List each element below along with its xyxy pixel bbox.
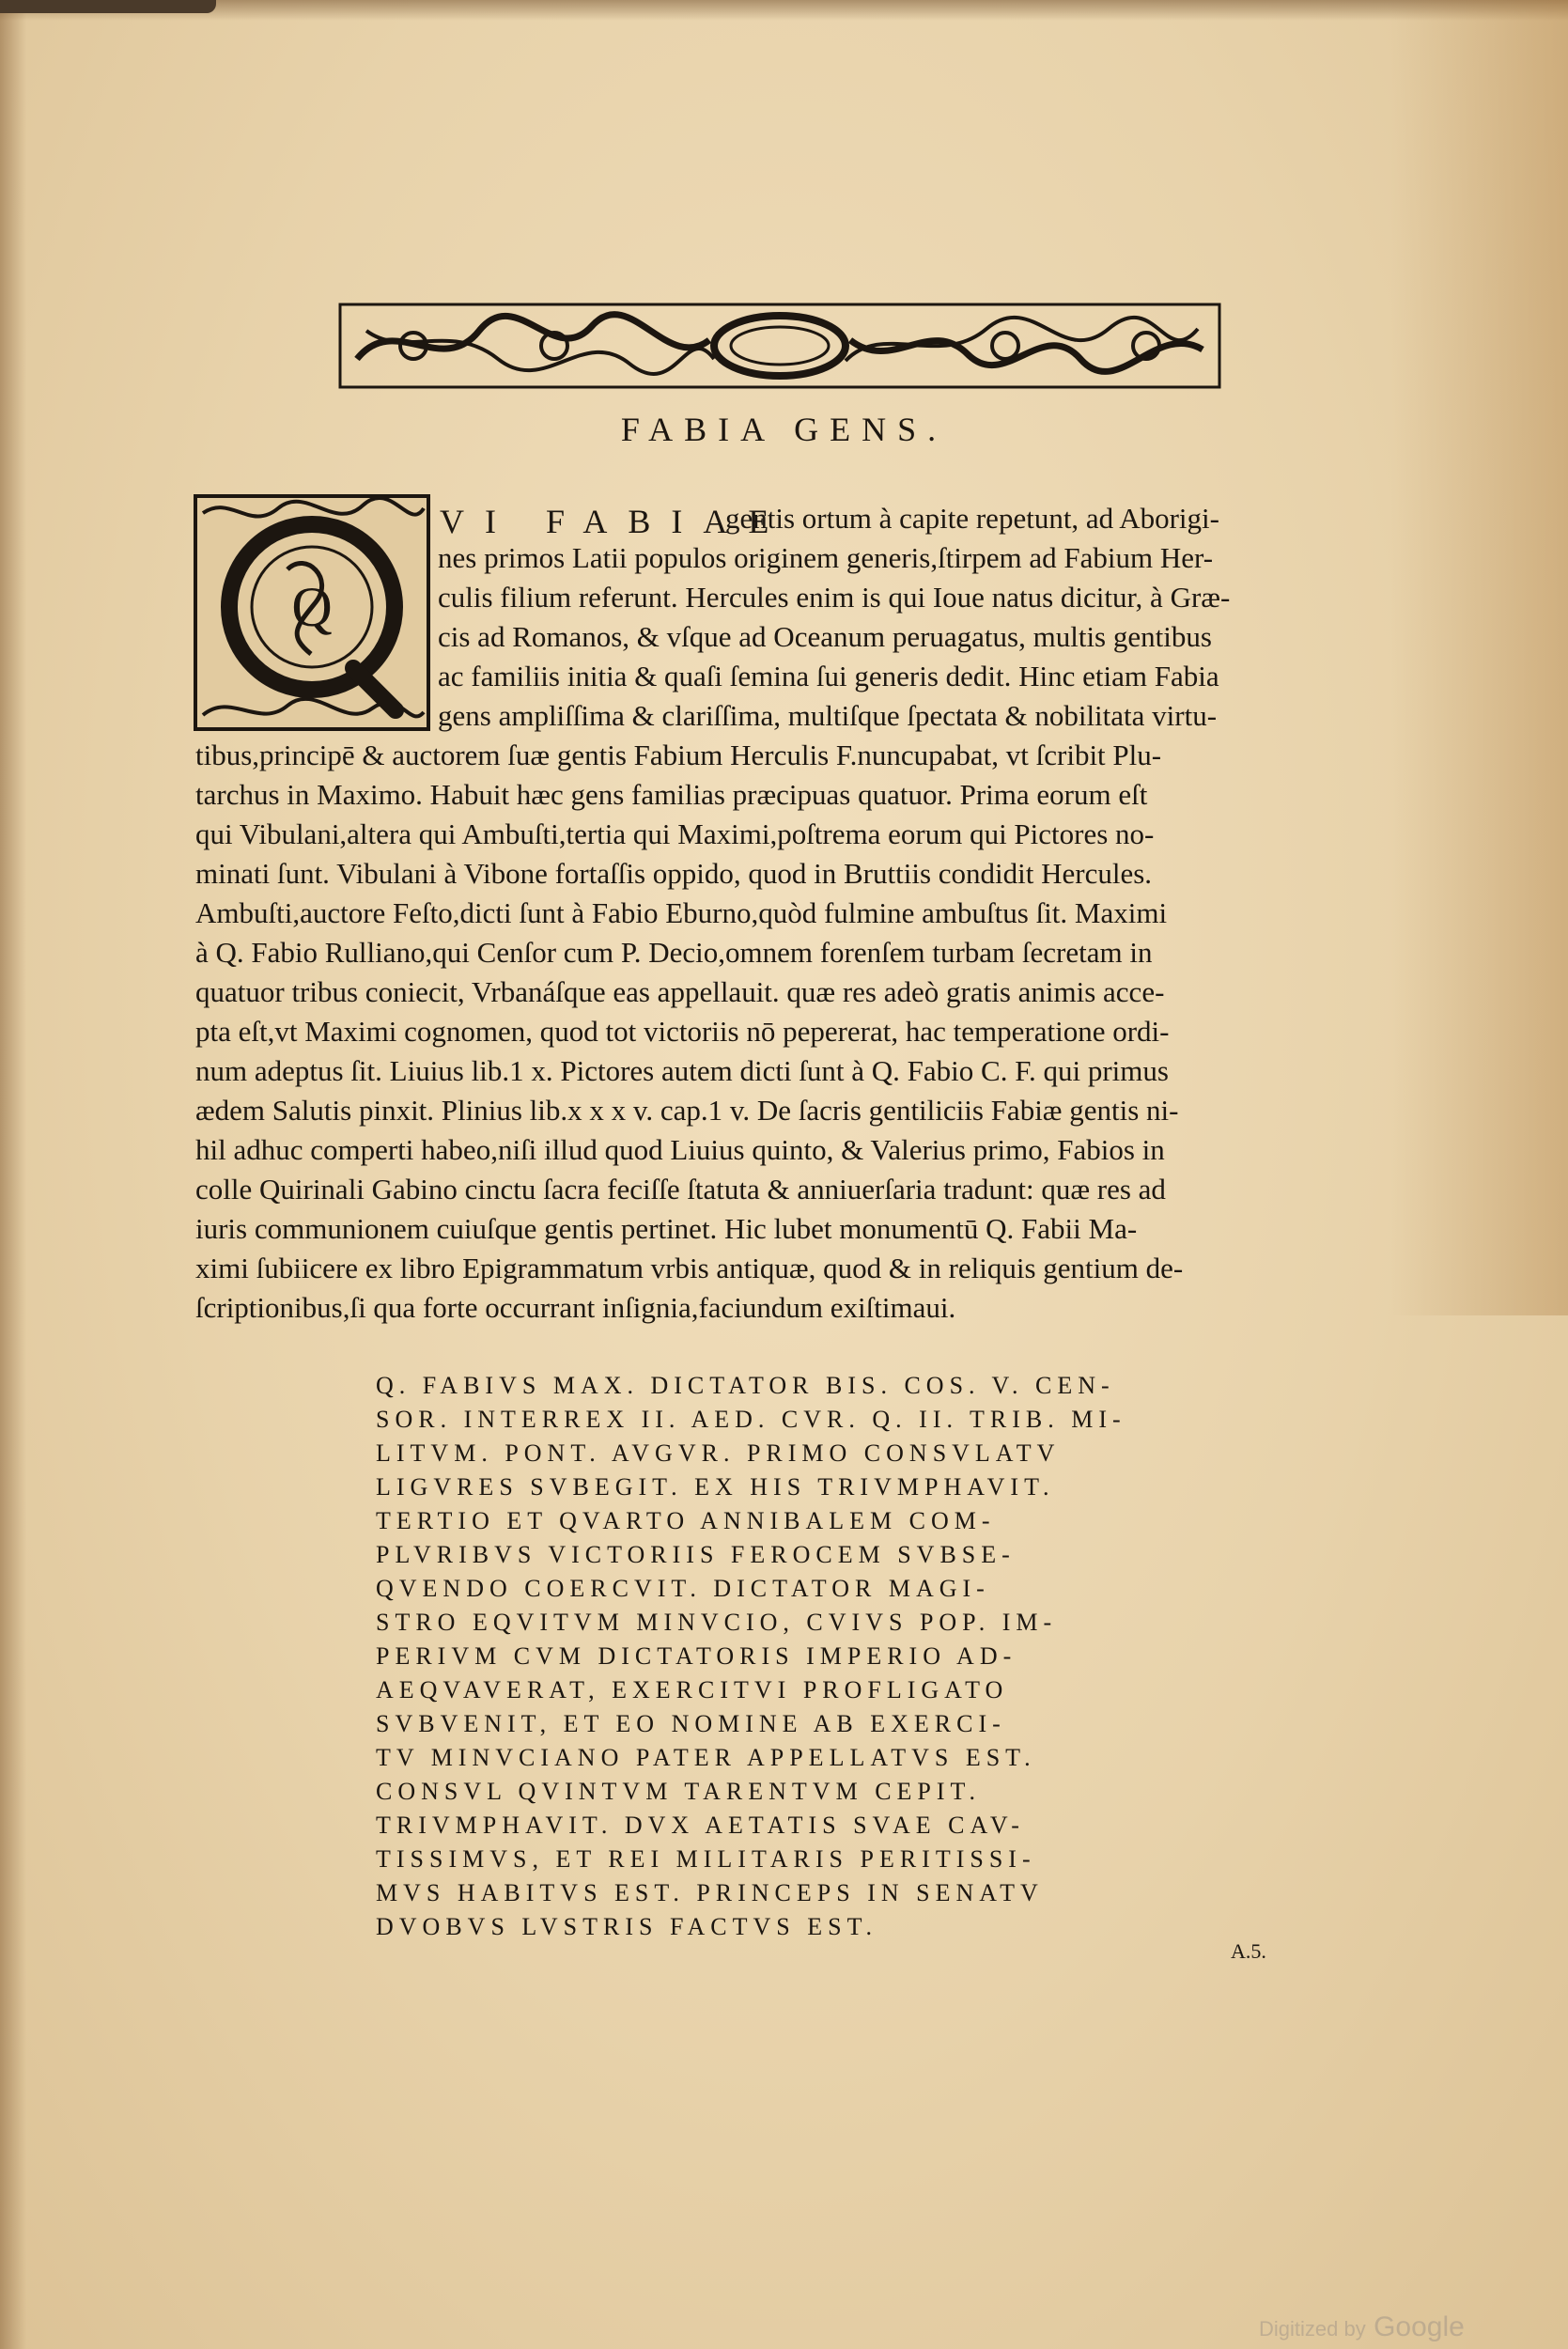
initial-letter: Q bbox=[291, 576, 333, 638]
text-line: ac familiis initia & quaſi ſemina ſui generis dedit. Hinc etiam Fabia bbox=[438, 660, 1219, 692]
page-top-shadow bbox=[0, 0, 1568, 21]
inscription-line: MVS HABITVS EST. PRINCEPS IN SENATV bbox=[376, 1879, 1044, 1906]
inscription-line: LITVM. PONT. AVGVR. PRIMO CONSVLATV bbox=[376, 1439, 1061, 1467]
inscription-line: AEQVAVERAT, EXERCITVI PROFLIGATO bbox=[376, 1676, 1009, 1703]
text-line: ximi ſubiicere ex libro Epigrammatum vrbis antiquæ, quod & in reliquis gentium de- bbox=[195, 1252, 1184, 1284]
signature-mark: A.5. bbox=[1231, 1939, 1266, 1963]
inscription-line: QVENDO COERCVIT. DICTATOR MAGI- bbox=[376, 1575, 990, 1602]
watermark-brand: Google bbox=[1374, 2311, 1465, 2342]
inscription-line: PERIVM CVM DICTATORIS IMPERIO AD- bbox=[376, 1642, 1017, 1670]
paper-stain bbox=[1390, 0, 1568, 1315]
inscription-line: TRIVMPHAVIT. DVX AETATIS SVAE CAV- bbox=[376, 1812, 1025, 1839]
text-line: tarchus in Maximo. Habuit hæc gens familias præcipuas quatuor. Prima eorum eſt bbox=[195, 778, 1148, 811]
inscription-line: TISSIMVS, ET REI MILITARIS PERITISSI- bbox=[376, 1845, 1036, 1873]
inscription-line: LIGVRES SVBEGIT. EX HIS TRIVMPHAVIT. bbox=[376, 1473, 1055, 1501]
inscription-line: DVOBVS LVSTRIS FACTVS EST. bbox=[376, 1913, 878, 1940]
text-line: cis ad Romanos, & vſque ad Oceanum peruagatus, multis gentibus bbox=[438, 620, 1212, 653]
text-line: gentis ortum à capite repetunt, ad Aborigi- bbox=[725, 502, 1219, 535]
text-line: quatuor tribus coniecit, Vrbanáſque eas appellauit. quæ res adeò gratis animis acce- bbox=[195, 975, 1165, 1008]
text-line: qui Vibulani,altera qui Ambuſti,tertia qui Maximi,poſtrema eorum qui Pictores no- bbox=[195, 817, 1155, 850]
text-line: ſcriptionibus,ſi qua forte occurrant inſignia,faciundum exiſtimaui. bbox=[195, 1291, 956, 1324]
text-line: à Q. Fabio Rulliano,qui Cenſor cum P. Decio,omnem forenſem turbam ſecretam in bbox=[195, 936, 1153, 969]
inscription-line: PLVRIBVS VICTORIIS FEROCEM SVBSE- bbox=[376, 1541, 1016, 1568]
text-line: minati ſunt. Vibulani à Vibone fortaſſis oppido, quod in Bruttiis condidit Hercules. bbox=[195, 857, 1153, 890]
text-line: ædem Salutis pinxit. Plinius lib.x x x v. cap.1 v. De ſacris gentiliciis Fabiæ gentis ni- bbox=[195, 1094, 1179, 1127]
page-heading: FABIA GENS. bbox=[620, 411, 948, 448]
opening-word: VI FABIAE bbox=[440, 503, 790, 540]
text-line: tibus,principē & auctorem ſuæ gentis Fabium Herculis F.nuncupabat, vt ſcribit Plu- bbox=[195, 739, 1162, 771]
binding-tab bbox=[0, 0, 216, 13]
inscription-line: STRO EQVITVM MINVCIO, CVIVS POP. IM- bbox=[376, 1609, 1058, 1636]
inscription-line: TERTIO ET QVARTO ANNIBALEM COM- bbox=[376, 1507, 996, 1534]
digitized-watermark bbox=[1259, 2311, 1465, 2343]
inscription-line: CONSVL QVINTVM TARENTVM CEPIT. bbox=[376, 1778, 981, 1805]
watermark-prefix: Digitized by bbox=[1259, 2317, 1366, 2341]
text-line: gens ampliſſima & clariſſima, multiſque ſpectata & nobilitata virtu- bbox=[438, 699, 1218, 732]
text-line: iuris communionem cuiuſque gentis pertinet. Hic lubet monumentū Q. Fabii Ma- bbox=[195, 1212, 1138, 1245]
text-line: colle Quirinali Gabino cinctu ſacra feciſſe ſtatuta & anniuerſaria tradunt: quæ res ad bbox=[195, 1173, 1166, 1206]
text-line: pta eſt,vt Maximi cognomen, quod tot victoriis nō pepererat, hac temperatione ordi- bbox=[195, 1015, 1170, 1048]
inscription-line: Q. FABIVS MAX. DICTATOR BIS. COS. V. CEN- bbox=[376, 1372, 1115, 1399]
text-line: culis filium referunt. Hercules enim is qui Ioue natus dicitur, à Græ- bbox=[438, 581, 1231, 614]
text-line: Ambuſti,auctore Feſto,dicti ſunt à Fabio Eburno,quòd fulmine ambuſtus ſit. Maximi bbox=[195, 896, 1168, 929]
text-line: num adeptus ſit. Liuius lib.1 x. Pictores autem dicti ſunt à Q. Fabio C. F. qui primus bbox=[195, 1054, 1169, 1087]
inscription-line: TV MINVCIANO PATER APPELLATVS EST. bbox=[376, 1744, 1036, 1771]
decorative-initial-q bbox=[194, 494, 430, 731]
inscription-line: SOR. INTERREX II. AED. CVR. Q. II. TRIB. MI- bbox=[376, 1406, 1126, 1433]
page-left-shadow bbox=[0, 0, 26, 2349]
inscription-line: SVBVENIT, ET EO NOMINE AB EXERCI- bbox=[376, 1710, 1006, 1737]
text-line: nes primos Latii populos originem generis,ſtirpem ad Fabium Her- bbox=[438, 541, 1214, 574]
ornamental-headpiece bbox=[338, 303, 1221, 389]
text-line: hil adhuc comperti habeo,niſi illud quod Liuius quinto, & Valerius primo, Fabios in bbox=[195, 1133, 1165, 1166]
